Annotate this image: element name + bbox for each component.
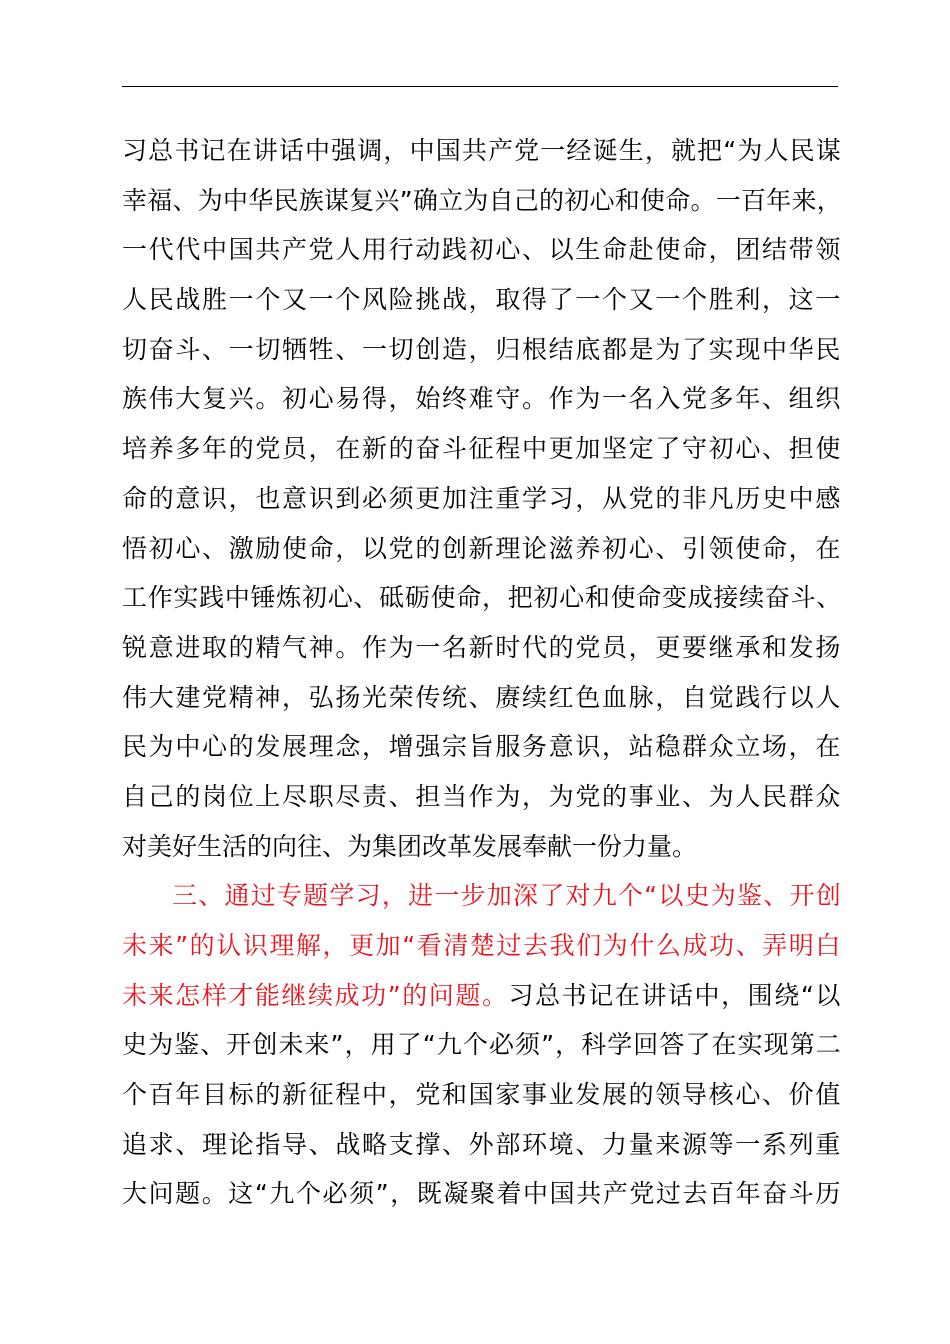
text-run: 工作实践中锤炼初心、砥砺使命，把初心和使命变成接续奋斗、	[122, 583, 843, 613]
text-run: 切奋斗、一切牺牲、一切创造，归根结底都是为了实现中华民	[122, 334, 843, 364]
paragraph-line	[122, 673, 842, 723]
paragraph-line	[122, 275, 842, 325]
heading-text-run: 未来怎样才能继续成功”的问题。	[122, 980, 509, 1010]
paragraph-line	[122, 971, 842, 1021]
text-run: 伟大建党精神，弘扬光荣传统、赓续红色血脉，自觉践行以人	[122, 682, 843, 712]
text-run: 悟初心、激励使命，以党的创新理论滋养初心、引领使命，在	[122, 533, 843, 563]
text-run: 追求、理论指导、战略支撑、外部环境、力量来源等一系列重	[122, 1129, 843, 1159]
paragraph-line	[122, 474, 842, 524]
text-run: 民为中心的发展理念，增强宗旨服务意识，站稳群众立场，在	[122, 732, 843, 762]
paragraph-line	[122, 225, 842, 275]
heading-text-run: 未来”的认识理解，更加“看清楚过去我们为什么成功、弄明白	[122, 931, 842, 960]
paragraph-line	[122, 1120, 842, 1170]
header-rule	[122, 86, 838, 87]
paragraph-line	[122, 374, 842, 424]
text-run: 命的意识，也意识到必须更加注重学习，从党的非凡历史中感	[122, 483, 843, 513]
text-run: 锐意进取的精气神。作为一名新时代的党员，更要继承和发扬	[122, 632, 843, 662]
paragraph-line	[122, 1020, 842, 1070]
paragraph-line	[122, 524, 842, 574]
paragraph-line	[122, 325, 842, 375]
body-text	[122, 126, 842, 1219]
text-run: 对美好生活的向往、为集团改革发展奉献一份力量。	[122, 831, 698, 861]
paragraph-line	[122, 722, 842, 772]
paragraph-line	[122, 1070, 842, 1120]
text-run: 习总书记在讲话中，围绕“以	[508, 980, 842, 1010]
text-run: 自己的岗位上尽职尽责、担当作为，为党的事业、为人民群众	[122, 781, 843, 811]
paragraph-line	[122, 772, 842, 822]
section-heading-line	[122, 871, 842, 921]
text-run: 人民战胜一个又一个风险挑战，取得了一个又一个胜利，这一	[122, 285, 843, 315]
text-run: 族伟大复兴。初心易得，始终难守。作为一名入党多年、组织	[122, 384, 843, 414]
paragraph-line	[122, 573, 842, 623]
text-run: 一代代中国共产党人用行动践初心、以生命赴使命，团结带领	[122, 235, 843, 265]
text-run: 个百年目标的新征程中，党和国家事业发展的领导核心、价值	[122, 1080, 843, 1110]
heading-text-run: 三、通过专题学习，进一步加深了对九个“以史为鉴、开创	[172, 881, 842, 911]
section-heading-line	[122, 921, 842, 971]
paragraph-line	[122, 176, 842, 226]
paragraph-line	[122, 822, 842, 872]
paragraph-line	[122, 623, 842, 673]
text-run: 习总书记在讲话中强调，中国共产党一经诞生，就把“为人民谋	[122, 136, 842, 165]
paragraph-line	[122, 424, 842, 474]
text-run: 大问题。这“九个必须”，既凝聚着中国共产党过去百年奋斗历	[122, 1179, 842, 1209]
paragraph-line	[122, 1169, 842, 1219]
text-run: 培养多年的党员，在新的奋斗征程中更加坚定了守初心、担使	[122, 434, 843, 464]
paragraph-line	[122, 126, 842, 176]
text-run: 幸福、为中华民族谋复兴”确立为自己的初心和使命。一百年来，	[122, 185, 842, 215]
text-run: 史为鉴、开创未来”，用了“九个必须”，科学回答了在实现第二	[122, 1030, 842, 1060]
